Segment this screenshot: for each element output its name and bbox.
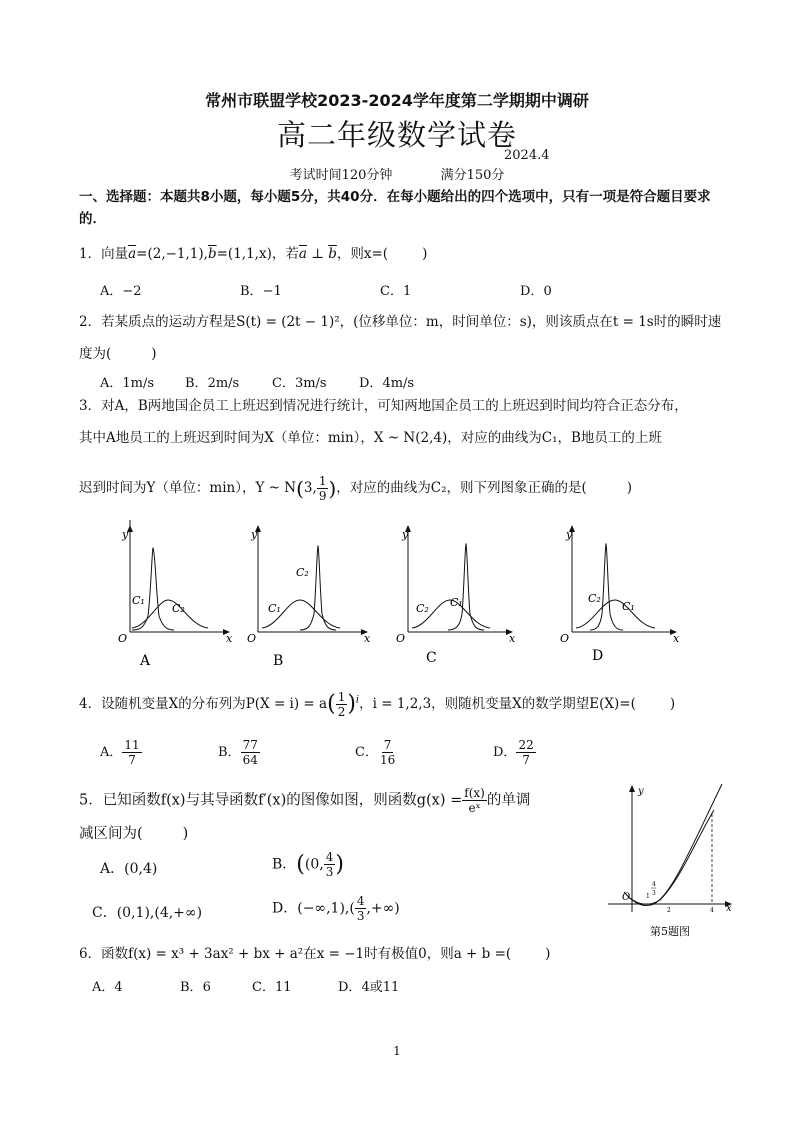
svg-text:A: A xyxy=(140,653,151,669)
option-c[interactable]: C．11 xyxy=(252,980,292,995)
exam-title: 高二年级数学试卷 xyxy=(276,118,517,152)
q3-text: 迟到时间为Y（单位：min），Y ~ N xyxy=(79,480,297,496)
svg-text:O: O xyxy=(560,632,570,645)
svg-text:C₁: C₁ xyxy=(132,594,145,607)
q5-text: 的单调 xyxy=(486,792,531,809)
question-5-line2 xyxy=(79,824,188,844)
vector-b: $\overline{b}$ xyxy=(328,246,337,262)
answer-paren: ) xyxy=(626,480,633,496)
svg-text:D: D xyxy=(592,648,604,664)
q3-mean: 3, xyxy=(303,480,317,496)
svg-text:x: x xyxy=(226,632,233,645)
svg-text:O: O xyxy=(118,632,128,645)
option-a[interactable]: A．4 xyxy=(92,980,123,995)
q6-options xyxy=(92,976,399,995)
q5-option-d[interactable]: D．(−∞,1),( $\frac{4}{3}$ ,+∞) xyxy=(272,894,400,923)
q5-option-c[interactable]: C．(0,1),(4,+∞) xyxy=(92,905,203,921)
svg-text:O: O xyxy=(622,892,631,903)
svg-text:4: 4 xyxy=(710,907,714,914)
graph-a[interactable] xyxy=(118,520,233,669)
svg-text:x: x xyxy=(726,903,732,914)
q3-text: 其中A地员工的上班迟到时间为X（单位：min），X ~ N(2,4)，对应的曲线为C₁，B地员工的上班 xyxy=(79,430,662,446)
graph-d[interactable] xyxy=(560,525,680,664)
q5-frac: $\frac{f(x)}{\text{eˣ}}$ xyxy=(464,786,485,815)
svg-text:B: B xyxy=(273,653,284,669)
q5-text: 已知函数f(x)与其导函数f′(x)的图像如图，则函数g(x) = xyxy=(102,792,463,809)
question-6 xyxy=(79,944,550,964)
svg-text:1: 1 xyxy=(646,893,650,900)
exam-date: 2024.4 xyxy=(504,148,550,163)
option-b[interactable]: B．6 xyxy=(180,980,211,995)
svg-text:y: y xyxy=(251,528,258,541)
q5-text: 减区间为( xyxy=(79,826,143,842)
section-heading: 一、选择题：本题共8小题，每小题5分，共40分．在每小题给出的四个选项中，只有一项是符合题目要求的． xyxy=(79,189,711,227)
question-number: 4． xyxy=(79,696,102,712)
question-2 xyxy=(79,312,721,332)
svg-text:x: x xyxy=(364,632,371,645)
vector-b: $\overline{b}$ xyxy=(207,246,217,262)
option-a[interactable]: A． $\frac{11}{7}$ xyxy=(100,738,140,767)
option-a[interactable]: A．1m/s xyxy=(100,376,155,391)
question-3-line3: 迟到时间为Y（单位：min），Y ~ N(3, $\frac{1}{9}$ )，对应的曲线为C₂，则下列图象正确的是( ) xyxy=(79,474,633,503)
svg-text:第5题图: 第5题图 xyxy=(650,925,690,938)
q2-options xyxy=(100,372,414,391)
q5-figure xyxy=(600,780,740,945)
svg-text:y: y xyxy=(402,528,409,541)
q1-options xyxy=(100,280,552,299)
answer-paren: ) xyxy=(422,246,428,262)
graph-c[interactable] xyxy=(396,525,516,666)
school-title: 常州市联盟学校2023-2024学年度第二学期期中调研 xyxy=(205,91,589,110)
option-d[interactable]: D．4或11 xyxy=(338,980,400,995)
question-number: 3． xyxy=(79,398,102,414)
question-number: 5． xyxy=(79,792,103,809)
q1-text: 向量 xyxy=(101,246,129,262)
svg-text:O: O xyxy=(247,632,257,645)
svg-text:C₁: C₁ xyxy=(268,602,281,615)
question-number: 1． xyxy=(79,246,102,262)
q4-text: 设随机变量X的分布列为P(X = i) = a xyxy=(101,696,328,712)
question-3-line2 xyxy=(79,428,662,448)
svg-text:3: 3 xyxy=(652,890,656,897)
answer-paren: ) xyxy=(182,826,189,842)
q6-text: 函数f(x) = x³ + 3ax² + bx + a²在x = −1时有极值0，则a + b =( xyxy=(101,946,512,962)
q4-exponent: i xyxy=(355,694,360,706)
svg-text:C₂: C₂ xyxy=(588,592,601,605)
q3-text: 对A，B两地国企员工上班迟到情况进行统计，可知两地国企员工的上班迟到时间均符合正态分布， xyxy=(101,398,688,414)
q4-text: ，i = 1,2,3，则随机变量X的数学期望E(X)=( xyxy=(359,696,636,712)
svg-text:y: y xyxy=(638,786,644,797)
q3-variance-frac: $\frac{1}{9}$ xyxy=(318,474,327,503)
svg-text:x: x xyxy=(673,632,680,645)
graph-b[interactable] xyxy=(247,525,371,669)
vector-b-value: =(1,1,x) xyxy=(216,246,272,262)
exam-info xyxy=(0,164,794,183)
answer-paren: ) xyxy=(151,346,157,362)
q2-text: 若某质点的运动方程是S(t) = (2t − 1)²，(位移单位：m，时间单位：s)，则该质点在t = 1s时的瞬时速 xyxy=(101,314,722,330)
question-number: 2． xyxy=(79,314,102,330)
option-b[interactable]: B．2m/s xyxy=(185,376,240,391)
svg-text:C: C xyxy=(426,650,437,666)
svg-text:C₂: C₂ xyxy=(416,602,429,615)
svg-text:2: 2 xyxy=(667,907,671,914)
svg-text:y: y xyxy=(566,528,573,541)
svg-text:y: y xyxy=(122,528,129,541)
q5-option-b[interactable]: B．((0, $\frac{4}{3}$ ) xyxy=(272,850,344,879)
question-2-line2 xyxy=(79,344,157,364)
answer-paren: ) xyxy=(545,946,551,962)
option-a[interactable]: A．−2 xyxy=(100,284,142,299)
option-b[interactable]: B．−1 xyxy=(240,284,282,299)
page-number: 1 xyxy=(393,1044,401,1058)
exam-score: 满分150分 xyxy=(440,168,505,183)
svg-text:x: x xyxy=(509,632,516,645)
option-c[interactable]: C．3m/s xyxy=(272,376,327,391)
q1-text: ，若 xyxy=(271,246,299,262)
option-d[interactable]: D． $\frac{22}{7}$ xyxy=(493,738,534,767)
option-b[interactable]: B． $\frac{77}{64}$ xyxy=(218,738,258,767)
q4-frac: $\frac{1}{2}$ xyxy=(337,690,346,719)
svg-text:C₁: C₁ xyxy=(450,596,463,609)
question-number: 6． xyxy=(79,946,102,962)
svg-text:C₂: C₂ xyxy=(172,602,185,615)
question-1 xyxy=(79,244,427,264)
question-3 xyxy=(79,396,688,416)
question-4: 4．设随机变量X的分布列为P(X = i) = a( $\frac{1}{2}$ )$^i$，i = 1,2,3，则随机变量X的数学期望E(X)=( ) xyxy=(79,690,676,719)
svg-text:C₂: C₂ xyxy=(296,566,309,579)
q1-text: ，则x=( xyxy=(336,246,389,262)
q4-options xyxy=(100,738,536,767)
svg-text:O: O xyxy=(396,632,406,645)
vector-a: $\overline{a}$ xyxy=(128,246,137,262)
perp-symbol: ⊥ xyxy=(306,246,329,262)
option-c[interactable]: C． $\frac{7}{16}$ xyxy=(355,738,396,767)
answer-paren: ) xyxy=(669,696,676,712)
option-d[interactable]: D．4m/s xyxy=(359,376,415,391)
option-c[interactable]: C．1 xyxy=(380,284,412,299)
q5-option-a[interactable]: A．(0,4) xyxy=(100,861,158,877)
svg-text:C₁: C₁ xyxy=(622,600,635,613)
vector-a-value: =(2,−1,1), xyxy=(136,246,208,262)
option-d[interactable]: D．0 xyxy=(520,284,552,299)
question-5 xyxy=(79,786,530,815)
vector-a: $\overline{a}$ xyxy=(298,246,307,262)
exam-time: 考试时间120分钟 xyxy=(289,168,393,183)
q3-text: ，对应的曲线为C₂，则下列图象正确的是( xyxy=(336,480,587,496)
q3-graphs xyxy=(100,520,700,670)
q2-text: 度为( xyxy=(79,346,112,362)
svg-text:4: 4 xyxy=(652,881,656,888)
